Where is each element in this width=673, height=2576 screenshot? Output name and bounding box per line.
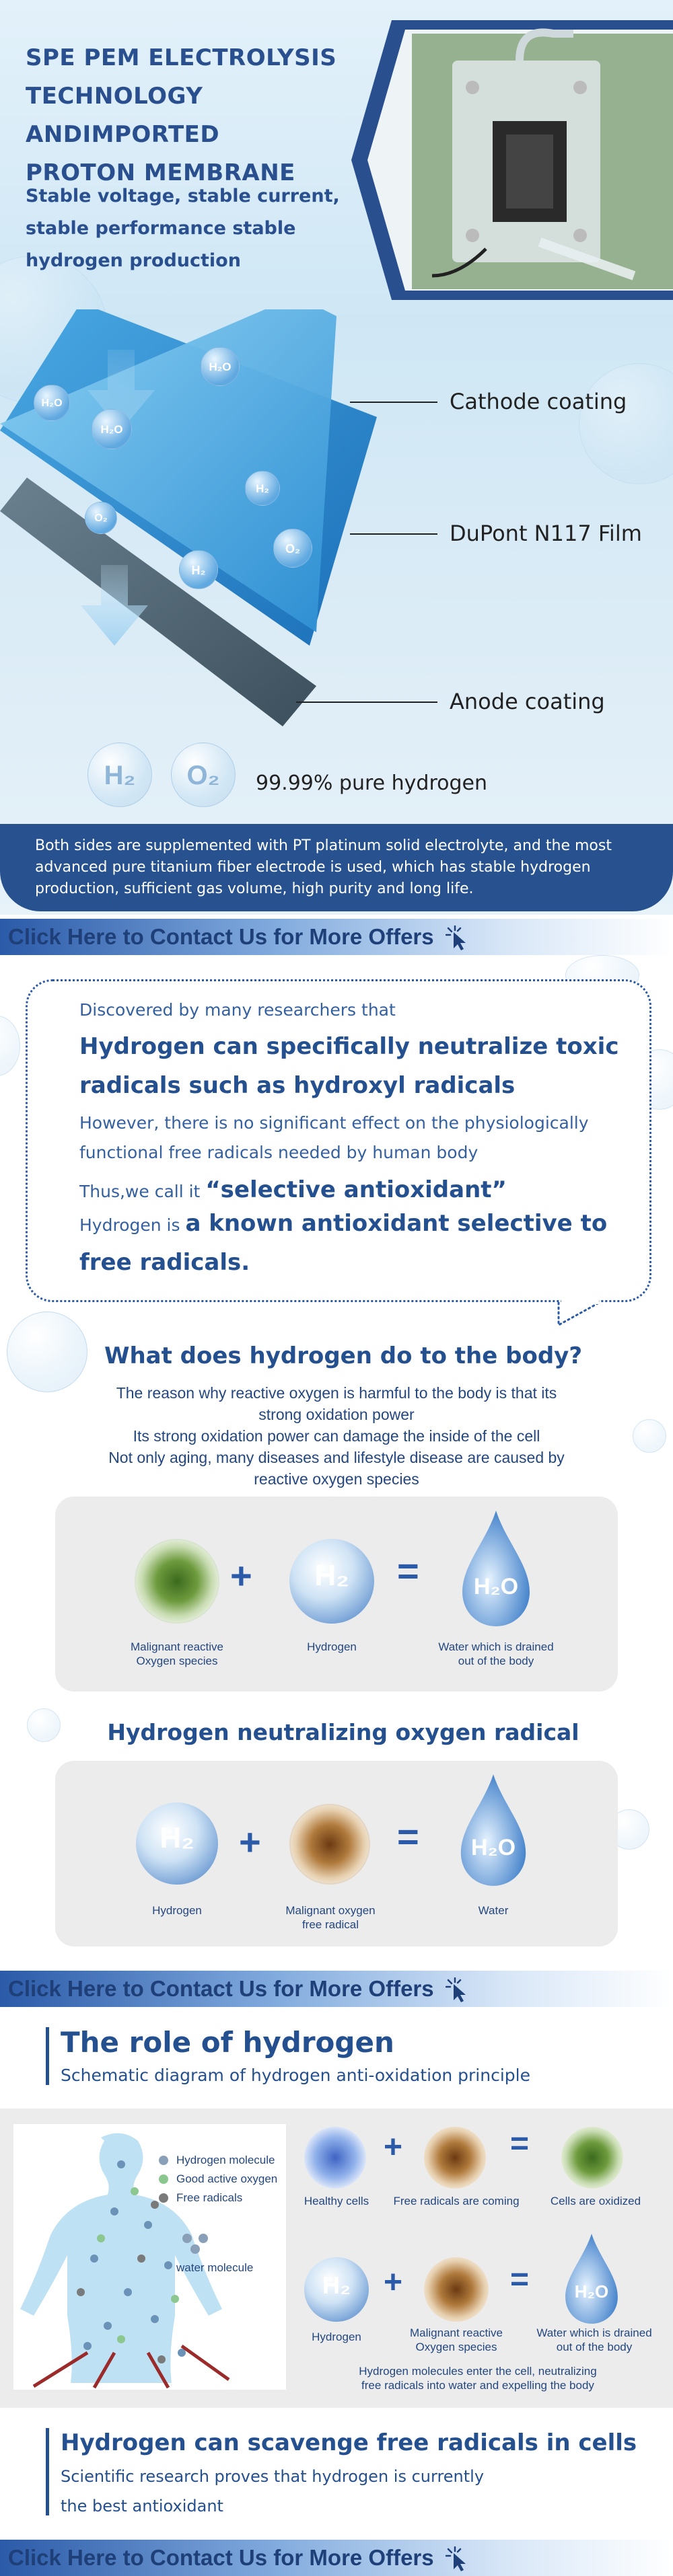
- callout-line: [350, 402, 437, 403]
- free-radical-icon: [289, 1804, 370, 1885]
- healthy-cell-icon: [304, 2127, 366, 2189]
- plus-sign: +: [384, 2129, 403, 2165]
- eq2-caption-c: Water: [478, 1904, 509, 1917]
- molecule-bubble: O₂: [273, 529, 312, 568]
- molecule-bubble: H₂: [245, 471, 280, 506]
- water-molecule-label: water molecule: [176, 2261, 254, 2274]
- row1-caption-a: Healthy cells: [304, 2195, 369, 2207]
- h2-badge: H₂: [87, 743, 152, 807]
- hero-title: SPE PEM ELECTROLYSIS TECHNOLOGY ANDIMPORTED PROTON MEMBRANE: [26, 44, 337, 186]
- scavenge-text: Scientific research proves that hydrogen is currently the best antioxidant: [61, 2467, 485, 2515]
- heading-accent-bar: [46, 2027, 49, 2085]
- hydrogen-bubble-icon: H₂: [289, 1539, 374, 1624]
- row1-caption-c: Cells are oxidized: [550, 2195, 641, 2207]
- legend-dot-free-radicals: [159, 2193, 168, 2203]
- hero-section: [0, 0, 673, 915]
- row2-caption-a: Hydrogen: [312, 2331, 361, 2343]
- scavenge-title: Hydrogen can scavenge free radicals in cells: [61, 2429, 637, 2456]
- legend-good-oxygen: Good active oxygen: [176, 2172, 278, 2185]
- cathode-label: Cathode coating: [450, 389, 627, 414]
- water-drop-icon: [459, 1508, 533, 1629]
- discovery-intro: Discovered by many researchers that: [79, 1000, 396, 1020]
- free-radical-icon: [424, 2127, 486, 2189]
- h2o-label: H₂O: [470, 1835, 516, 1860]
- row2-caption-c: Water which is drained out of the body: [536, 2326, 652, 2353]
- eq1-caption-a: Malignant reactive Oxygen species: [131, 1640, 223, 1667]
- plus-sign: +: [239, 1821, 261, 1863]
- water-drop-icon: [563, 2232, 621, 2326]
- hero-subtitle: Stable voltage, stable current, stable performance stable hydrogen production: [26, 186, 340, 271]
- body-section-heading: What does hydrogen do to the body?: [104, 1342, 583, 1369]
- free-radical-icon: [424, 2257, 489, 2322]
- virus-icon: [135, 1539, 219, 1624]
- contact-cta-button[interactable]: [0, 1971, 673, 2007]
- decor-bubble: [579, 363, 673, 484]
- contact-cta-label: Click Here to Contact Us for More Offers: [8, 924, 434, 949]
- known-antioxidant-line: Hydrogen is a known antioxidant selective to free radicals.: [79, 1210, 608, 1276]
- discovery-bold: Hydrogen can specifically neutralize toxic radicals such as hydroxyl radicals: [79, 1033, 619, 1099]
- callout-line: [350, 533, 437, 535]
- role-note: Hydrogen molecules enter the cell, neutralizing free radicals into water and expelling the body: [359, 2365, 597, 2392]
- anode-label: Anode coating: [450, 689, 605, 714]
- discovery-however: However, there is no significant effect on the physiologically functional free radicals needed by human body: [79, 1113, 589, 1162]
- equals-sign: =: [397, 1550, 419, 1592]
- row2-caption-b: Malignant reactive Oxygen species: [410, 2326, 503, 2353]
- cursor-click-icon: [446, 925, 471, 951]
- row1-caption-b: Free radicals are coming: [393, 2195, 520, 2207]
- selective-antioxidant-line: Thus,we call it “selective antioxidant”: [79, 1176, 507, 1203]
- hydrogen-bubble-icon: H₂: [304, 2257, 369, 2322]
- plus-sign: +: [230, 1554, 252, 1597]
- hydrogen-bubble-icon: H₂: [136, 1803, 218, 1885]
- water-drop-icon: [458, 1770, 529, 1890]
- oxidized-cell-icon: [561, 2127, 623, 2189]
- heading-accent-bar: [46, 2428, 49, 2515]
- o2-badge: O₂: [171, 743, 236, 807]
- role-subtitle: Schematic diagram of hydrogen anti-oxidation principle: [61, 2066, 530, 2085]
- contact-cta-label: Click Here to Contact Us for More Offers: [8, 2545, 434, 2570]
- legend-dot-good-oxygen: [159, 2174, 168, 2184]
- contact-cta-button[interactable]: [0, 919, 673, 955]
- cursor-click-icon: [446, 1977, 471, 2003]
- film-label: DuPont N117 Film: [450, 521, 642, 546]
- neutralizing-heading: Hydrogen neutralizing oxygen radical: [107, 1719, 579, 1745]
- eq1-caption-b: Hydrogen: [307, 1640, 357, 1653]
- equals-sign: =: [397, 1815, 419, 1858]
- callout-line: [296, 702, 437, 703]
- cursor-click-icon: [446, 2546, 471, 2572]
- eq2-caption-b: Malignant oxygen free radical: [285, 1904, 376, 1931]
- equals-sign: =: [510, 2262, 530, 2298]
- molecule-bubble: H₂O: [34, 385, 70, 421]
- molecule-bubble: O₂: [85, 502, 117, 534]
- eq2-caption-a: Hydrogen: [152, 1904, 202, 1917]
- speech-tail: [552, 1295, 653, 1328]
- body-section-text: The reason why reactive oxygen is harmful to the body is that its strong oxidation power Its strong oxidation power can damage the inside of the cell Not only aging, many diseases and lifestyle disease are caused by reactive oxygen species: [108, 1384, 565, 1488]
- contact-cta-label: Click Here to Contact Us for More Offers: [8, 1976, 434, 2001]
- molecule-bubble: H₂O: [201, 347, 240, 386]
- hero-footer-text: Both sides are supplemented with PT platinum solid electrolyte, and the most advanced pure titanium fiber electrode is used, which has stable hydrogen production, sufficient gas volume, high purity and long life.: [35, 837, 612, 897]
- eq1-caption-c: Water which is drained out of the body: [438, 1640, 554, 1667]
- legend-dot-hydrogen: [159, 2156, 168, 2165]
- equals-sign: =: [510, 2126, 530, 2162]
- molecule-bubble: H₂O: [92, 409, 132, 449]
- contact-cta-button[interactable]: [0, 2540, 673, 2576]
- h2o-label: H₂O: [473, 1574, 519, 1599]
- legend-hydrogen: Hydrogen molecule: [176, 2154, 275, 2166]
- decor-bubble: [633, 1419, 666, 1453]
- legend-free-radicals: Free radicals: [176, 2191, 243, 2204]
- h2o-label: H₂O: [574, 2281, 609, 2302]
- molecule-bubble: H₂: [179, 550, 218, 589]
- electrolyzer-photo: [351, 20, 673, 300]
- purity-label: 99.99% pure hydrogen: [256, 771, 488, 795]
- plus-sign: +: [384, 2265, 403, 2300]
- role-title: The role of hydrogen: [61, 2026, 394, 2059]
- decor-bubble: [0, 1016, 20, 1076]
